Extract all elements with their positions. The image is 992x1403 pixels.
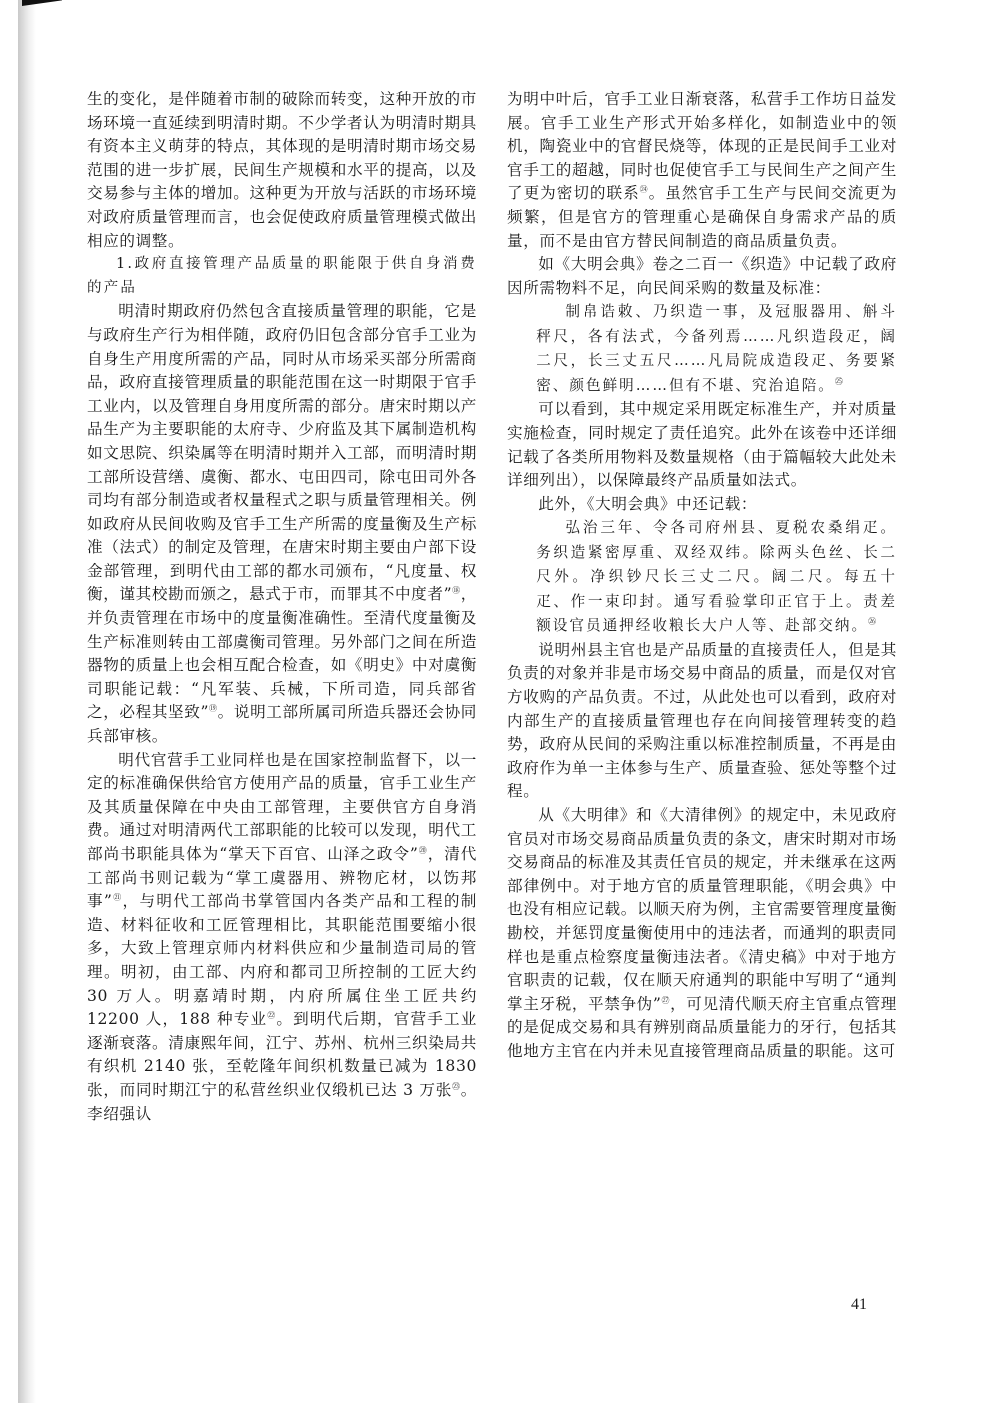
paragraph-text: 。说明工部所属司所造兵器还会协同兵部审核。 [87, 703, 477, 746]
block-quote [536, 300, 897, 398]
paragraph-text: 明代官营手工业同样也是在国家控制监督下，以一定的标准确保供给官方使用产品的质量，官手工业生产及其质量保障在中央由工部管理，主要供官方自身消费。通过对明清两代工部职能的比较可以发现，明代工部尚书职能具体为“掌天下百官、山泽之政令” [87, 750, 477, 863]
paragraph: 如《大明会典》卷之二百一《织造》中记载了政府因所需物料不足，向民间采购的数量及标准： [507, 255, 897, 297]
footnote-marker: ⑳ [418, 845, 428, 855]
paragraph [507, 804, 897, 1064]
footnote-marker: ㉒ [267, 1010, 277, 1020]
paragraph-text: ，与明代工部尚书掌管国内各类产品和工程的制造、材料征收和工匠管理相比，其职能范围要缩小很多，大致上管理京师内材料供应和少量制造司局的管理。明初，由工部、内府和都司卫所控制的工匠大约 30 万人。明嘉靖时期，内府所属住坐工匠共约 12200 人，188 种专业 [87, 892, 477, 1029]
paragraph: 此外，《大明会典》中还记载： [538, 494, 758, 513]
quote-text: 制帛诰敕、乃织造一事，及冠服器用、斛斗秤尺，各有法式，今备列焉……凡织造段疋，阔二尺，长三丈五尺……凡局院成造段疋、务要紧密、颜色鲜明……但有不堪、究治追陪。 [536, 303, 897, 394]
block-quote [536, 516, 897, 639]
footnote-marker: ㉓ [452, 1081, 461, 1091]
footnote-marker: ㉔ [639, 185, 649, 195]
right-column [507, 88, 897, 1064]
paragraph [87, 300, 477, 748]
paragraph-text: 生的变化，是伴随着市制的破除而转变，这种开放的市场环境一直延续到明清时期。不少学者认为明清时期具有资本主义萌芽的特点，其体现的是明清时期市场交易范围的进一步扩展，民间生产规模和水平的提高，以及交易参与主体的增加。这种更为开放与活跃的市场环境对政府质量管理而言，也会促使政府质量管理模式做出相应的调整。 [87, 90, 477, 250]
footnote-marker: ⑲ [209, 704, 218, 714]
paragraph-text: 。李绍强认 [87, 1080, 477, 1123]
left-column [87, 88, 477, 1126]
paragraph-text: ，可见清代顺天府主官重点管理的是促成交易和具有辨别商品质量能力的牙行，包括其他地方主官在内并未见直接管理商品质量的职能。这可 [507, 994, 897, 1060]
paragraph-text: 为明中叶后，官手工业日渐衰落，私营手工作坊日益发展。官手工业生产形式开始多样化，如制造业中的领机，陶瓷业中的官督民烧等，体现的正是民间手工业对官手工的超越，同时也促使官手工与民间生产之间产生了更为密切的联系 [507, 90, 897, 203]
footnote-marker: ㉕ [834, 376, 845, 386]
page-number: 41 [851, 1296, 867, 1313]
footnote-marker: ㉖ [868, 617, 879, 627]
footnote-marker: ⑱ [452, 586, 461, 596]
paragraph-text: ，清代工部尚书则记载为“掌工虞器用、辨物庀材，以饬邦事” [87, 845, 477, 911]
paragraph-text: 明清时期政府仍然包含直接质量管理的职能，它是与政府生产行为相伴随，政府仍旧包含部分官手工业为自身生产用度所需的产品，同时从市场采买部分所需商品，政府直接管理质量的职能范围在这一时期限于官手工业内，以及管理自身用度所需的部分。唐宋时期以产品生产为主要职能的太府寺、少府监及其下属制造机构如文思院、织染属等在明清时期并入工部，而明清时期工部所设营缮、虞衡、都水、屯田四司，除屯田司外各司均有部分制造或者权量程式之职与质量管理相关。例如政府从民间收购及官手工生产所需的度量衡及生产标准（法式）的制定及管理，在唐宋时期主要由户部下设金部管理，到明代由工部的都水司颁布，“凡度量、权衡，谨其校勘而颁之，悬式于市，而罪其不中度者” [87, 302, 477, 604]
paragraph-text: 。到明代后期，官营手工业逐渐衰落。清康熙年间，江宁、苏州、杭州三织染局共有织机 2140 张，至乾隆年间织机数量已减为 1830 张，而同时期江宁的私营丝织业仅缎机已达 3 万张 [87, 1010, 477, 1099]
scan-corner-mark [22, 0, 62, 6]
paragraph-text: ，并负责管理在市场中的度量衡准确性。至清代度量衡及生产标准则转由工部虞衡司管理。另外部门之间在所造器物的质量上也会相互配合检查，如《明史》中对虞衡司职能记载：“凡军装、兵械，下所司造，同兵部省之，必程其坚致” [87, 585, 477, 722]
section-heading: 1.政府直接管理产品质量的职能限于供自身消费的产品 [87, 256, 477, 296]
paragraph [87, 88, 477, 253]
paragraph: 可以看到，其中规定采用既定标准生产，并对质量实施检查，同时规定了责任追究。此外在该卷中还详细记载了各类所用物料及数量规格（由于篇幅较大此处未详细列出），以保障最终产品质量如法式。 [507, 400, 897, 490]
paragraph [507, 88, 897, 253]
paragraph-text: 从《大明律》和《大清律例》的规定中，未见政府官员对市场交易商品质量负责的条文，唐宋时期对市场交易商品的标准及其责任官员的规定，并未继承在这两部律例中。对于地方官的质量管理职能，《明会典》中也没有相应记载。以顺天府为例，主官需要管理度量衡勘校，并惩罚度量衡使用中的违法者，而通判的职责同样也是重点检察度量衡违法者。《清史稿》中对于地方官职责的记载，仅在顺天府通判的职能中写明了“通判掌主牙税，平禁争伪” [507, 805, 897, 1013]
paragraph [87, 749, 477, 1127]
quote-text: 弘治三年、令各司府州县、夏税农桑绢疋。务织造紧密厚重、双经双纬。除两头色丝、长二尺外。净织钞尺长三丈二尺。阔二尺。每五十疋、作一束印封。通写看验掌印正官于上。责差额设官员通押经收粮长大户人等、赴部交纳。 [536, 519, 897, 635]
paragraph-text: 。虽然官手工生产与民间交流更为频繁，但是官方的管理重心是确保自身需求产品的质量，而不是由官方替民间制造的商品质量负责。 [507, 184, 897, 250]
paragraph: 说明州县主官也是产品质量的直接责任人，但是其负责的对象并非是市场交易中商品的质量，而是仅对官方收购的产品负责。不过，从此处也可以看到，政府对内部生产的直接质量管理也存在向间接管理转变的趋势，政府从民间的采购注重以标准控制质量，不再是由政府作为单一主体参与生产、质量查验、惩处等整个过程。 [507, 640, 897, 801]
footnote-marker: ㉑ [112, 893, 123, 902]
footnote-marker: ㉗ [661, 995, 671, 1005]
scan-edge-shadow [18, 0, 36, 1403]
